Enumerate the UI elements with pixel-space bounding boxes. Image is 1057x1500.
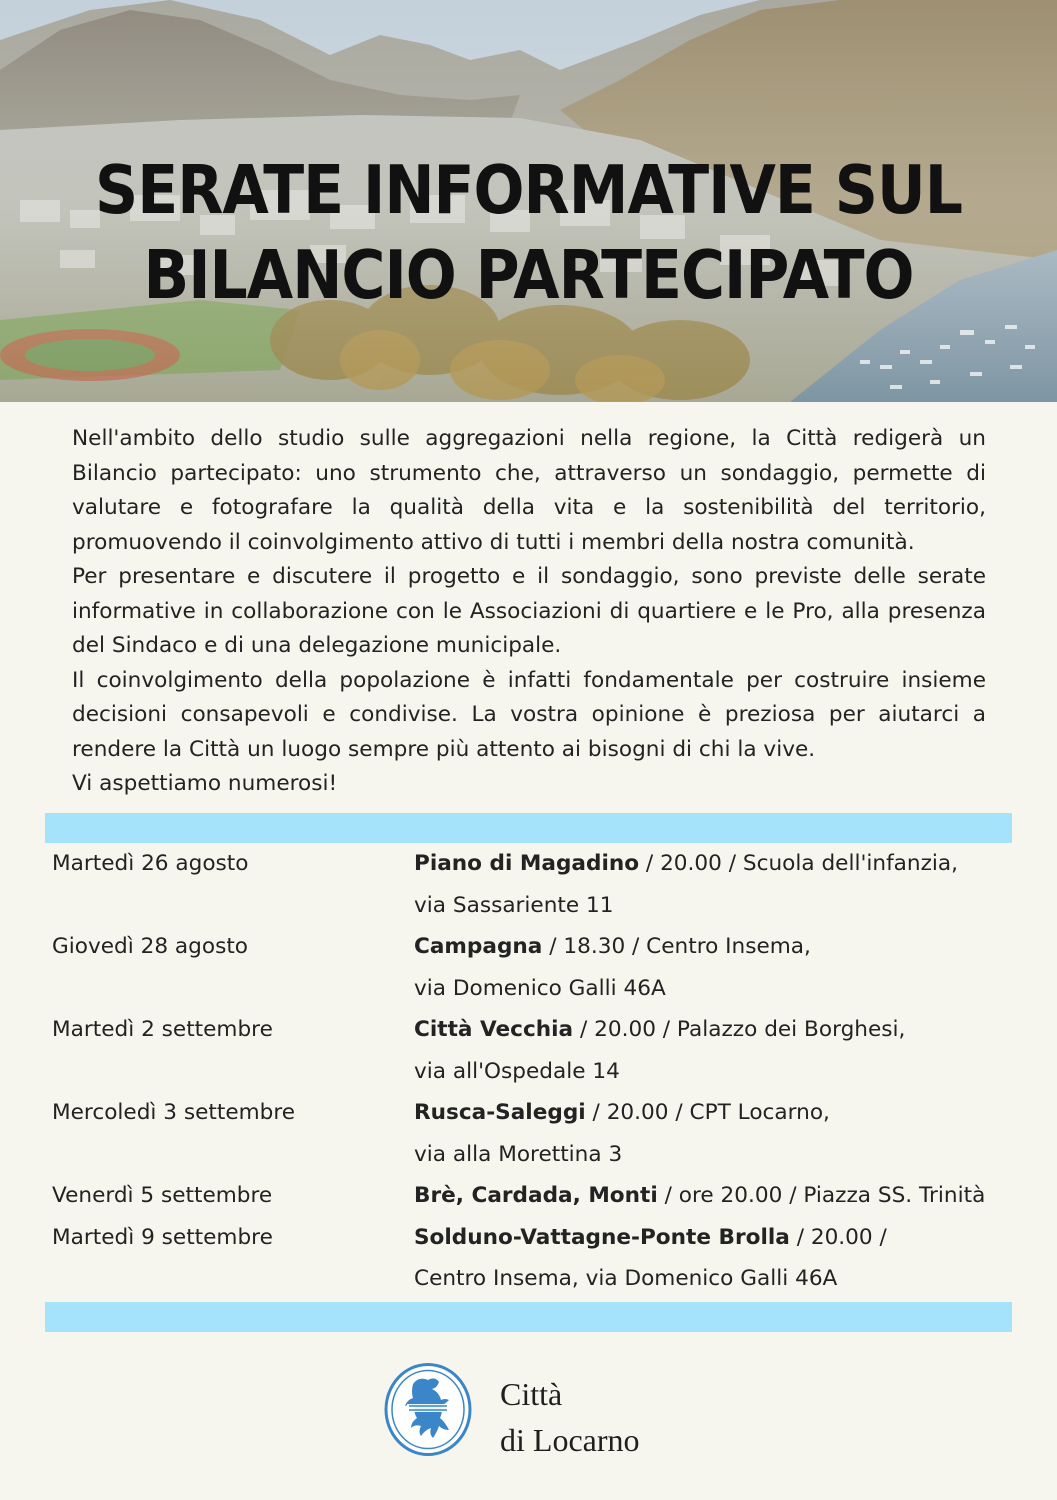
schedule-bottom-band — [45, 1302, 1012, 1332]
event-schedule — [52, 843, 1012, 1300]
event-address: via all'Ospedale 14 — [414, 1058, 620, 1084]
schedule-top-band — [45, 813, 1012, 843]
event-detail — [414, 843, 1012, 926]
hero-banner — [0, 0, 1057, 402]
event-time-venue: / 20.00 / — [789, 1224, 887, 1250]
locarno-lion-crest-icon — [383, 1362, 473, 1457]
event-row — [52, 1092, 1012, 1175]
event-row — [52, 1175, 1012, 1217]
event-row — [52, 1009, 1012, 1092]
intro-closing: Vi aspettiamo numerosi! — [72, 771, 338, 796]
event-place: Piano di Magadino — [414, 851, 640, 876]
event-address: via alla Morettina 3 — [414, 1141, 623, 1167]
event-time-venue: / ore 20.00 / Piazza SS. Trinità — [657, 1183, 986, 1208]
event-address: via Sassariente 11 — [414, 892, 614, 918]
event-detail — [414, 1217, 1012, 1300]
intro-paragraph: Nell'ambito dello studio sulle aggregazioni nella regione, la Città redigerà un Bilancio partecipato: uno strumento che, attraverso un sondaggio, permette di valutare e fotografare la qualità della vita e la sostenibilità del territorio, promuovendo il coinvolgimento attivo di tutti i membri della nostra comunità. — [72, 426, 986, 555]
event-date: Venerdì 5 settembre — [52, 1183, 273, 1208]
event-date: Martedì 26 agosto — [52, 851, 249, 876]
event-date: Mercoledì 3 settembre — [52, 1100, 296, 1125]
event-time-venue: / 20.00 / Scuola dell'infanzia, — [639, 851, 959, 876]
event-place: Campagna — [414, 934, 543, 959]
event-place: Città Vecchia — [414, 1017, 574, 1042]
org-name-line1: Città — [500, 1376, 563, 1412]
event-date: Giovedì 28 agosto — [52, 934, 248, 959]
intro-paragraph: Il coinvolgimento della popolazione è infatti fondamentale per costruire insieme decisioni consapevoli e condivise. La vostra opinione è preziosa per aiutarci a rendere la Città un luogo sempre più attento ai bisogni di chi la vive. — [72, 667, 986, 762]
event-time-venue: / 20.00 / CPT Locarno, — [585, 1100, 830, 1125]
event-detail — [414, 926, 1012, 1009]
org-name-line2: di Locarno — [500, 1422, 640, 1458]
event-row — [52, 926, 1012, 1009]
event-detail — [414, 1092, 1012, 1175]
event-time-venue: / 18.30 / Centro Insema, — [542, 934, 811, 959]
event-address: Centro Insema, via Domenico Galli 46A — [414, 1266, 838, 1291]
event-detail — [414, 1009, 1012, 1092]
page-title — [0, 148, 1057, 318]
event-time-venue: / 20.00 / Palazzo dei Borghesi, — [573, 1017, 906, 1042]
event-place: Rusca-Saleggi — [414, 1100, 586, 1125]
event-row — [52, 1217, 1012, 1300]
event-address: via Domenico Galli 46A — [414, 975, 666, 1001]
intro-text — [72, 422, 986, 802]
event-place: Solduno-Vattagne-Ponte Brolla — [414, 1224, 790, 1250]
page-title-line2: BILANCIO PARTECIPATO — [143, 236, 914, 315]
event-date: Martedì 9 settembre — [52, 1224, 273, 1250]
event-row — [52, 843, 1012, 926]
intro-paragraph: Per presentare e discutere il progetto e il sondaggio, sono previste delle serate informative in collaborazione con le Associazioni di quartiere e le Pro, alla presenza del Sindaco e di una delegazione municipale. — [72, 564, 986, 658]
event-date: Martedì 2 settembre — [52, 1017, 273, 1042]
page-title-line1: SERATE INFORMATIVE SUL — [95, 151, 962, 230]
event-place: Brè, Cardada, Monti — [414, 1183, 658, 1208]
event-detail — [414, 1175, 1012, 1217]
org-name — [500, 1371, 640, 1463]
